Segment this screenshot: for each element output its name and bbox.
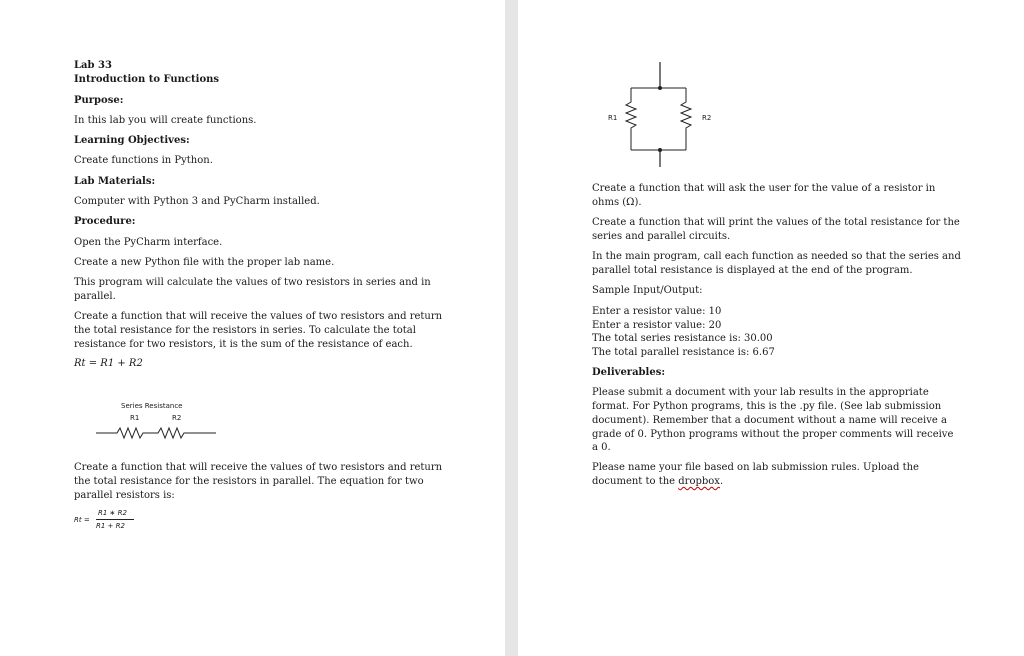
- step-new-file: Create a new Python file with the proper lab name.: [74, 257, 335, 268]
- lab-number: Lab 33: [74, 60, 112, 71]
- sample-output-line-1: Enter a resistor value: 10: [592, 306, 722, 317]
- parallel-r1-label: R1: [608, 114, 618, 122]
- series-formula: Rt = R1 + R2: [74, 358, 143, 369]
- print-desc-line-2: series and parallel circuits.: [592, 231, 731, 242]
- ask-desc-line-2: ohms (Ω).: [592, 197, 642, 208]
- right-page: [518, 0, 1024, 656]
- sample-output-line-4: The total parallel resistance is: 6.67: [592, 347, 775, 358]
- naming-suffix: .: [719, 476, 724, 487]
- purpose-heading: Purpose:: [74, 95, 124, 106]
- sample-output-line-2: Enter a resistor value: 20: [592, 320, 722, 331]
- ask-desc-line-1: Create a function that will ask the user for the value of a resistor in: [592, 183, 936, 194]
- parallel-desc-line-2: the total resistance for the resistors in parallel. The equation for two: [74, 476, 424, 487]
- deliverables-line-1: Please submit a document with your lab results in the appropriate: [592, 387, 929, 398]
- materials-text: Computer with Python 3 and PyCharm installed.: [74, 196, 320, 207]
- naming-line-1: Please name your file based on lab submission rules. Upload the: [592, 462, 919, 473]
- left-branch-resistor: [626, 88, 636, 150]
- series-desc-line-2: the total resistance for the resistors in series. To calculate the total: [74, 325, 416, 336]
- fraction-bar: [96, 519, 134, 520]
- series-desc-line-3: resistance for two resistors, it is the sum of the resistance of each.: [74, 339, 413, 350]
- series-circuit-diagram: [96, 422, 226, 442]
- program-desc-line-1: This program will calculate the values of two resistors in series and in: [74, 277, 431, 288]
- parallel-formula-numerator: R1 ∗ R2: [98, 509, 127, 517]
- procedure-heading: Procedure:: [74, 216, 136, 227]
- main-desc-line-2: parallel total resistance is displayed at the end of the program.: [592, 265, 913, 276]
- series-diagram-title: Series Resistance: [121, 402, 183, 410]
- step-open-pycharm: Open the PyCharm interface.: [74, 237, 223, 248]
- parallel-formula-denominator: R1 + R2: [96, 522, 125, 530]
- program-desc-line-2: parallel.: [74, 291, 116, 302]
- parallel-formula-lhs: Rt =: [74, 516, 90, 524]
- naming-line-2: [592, 475, 723, 489]
- series-circuit-wire: [96, 428, 216, 438]
- objectives-heading: Learning Objectives:: [74, 135, 190, 146]
- deliverables-heading: Deliverables:: [592, 367, 666, 378]
- left-page: [0, 0, 505, 656]
- deliverables-line-3: document). Remember that a document without a name will receive a: [592, 415, 947, 426]
- main-desc-line-1: In the main program, call each function as needed so that the series and: [592, 251, 961, 262]
- parallel-desc-line-1: Create a function that will receive the values of two resistors and return: [74, 462, 443, 473]
- naming-prefix: document to the: [592, 476, 679, 487]
- deliverables-line-5: a 0.: [592, 442, 611, 453]
- materials-heading: Lab Materials:: [74, 176, 156, 187]
- parallel-desc-line-3: parallel resistors is:: [74, 490, 175, 501]
- series-r1-label: R1: [130, 414, 140, 422]
- parallel-r2-label: R2: [702, 114, 712, 122]
- sample-output-line-3: The total series resistance is: 30.00: [592, 333, 773, 344]
- deliverables-line-2: format. For Python programs, this is the .py file. (See lab submission: [592, 401, 942, 412]
- deliverables-line-4: grade of 0. Python programs without the proper comments will receive: [592, 429, 954, 440]
- series-desc-line-1: Create a function that will receive the values of two resistors and return: [74, 311, 443, 322]
- lab-title: Introduction to Functions: [74, 74, 220, 85]
- objectives-text: Create functions in Python.: [74, 155, 213, 166]
- sample-heading: Sample Input/Output:: [592, 285, 703, 296]
- purpose-text: In this lab you will create functions.: [74, 115, 257, 126]
- right-branch-resistor: [681, 88, 691, 150]
- dropbox-word: dropbox: [678, 476, 720, 487]
- print-desc-line-1: Create a function that will print the values of the total resistance for the: [592, 217, 960, 228]
- series-r2-label: R2: [172, 414, 182, 422]
